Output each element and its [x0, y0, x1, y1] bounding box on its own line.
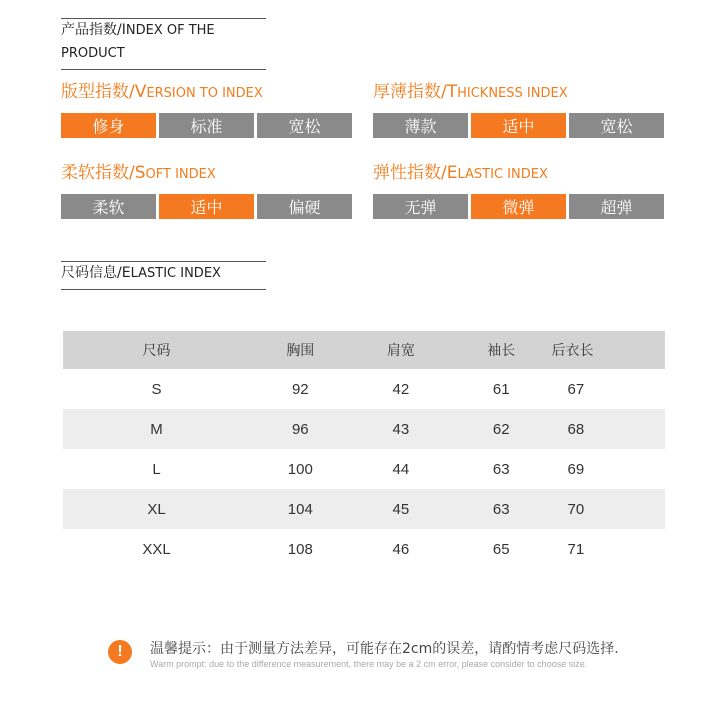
- cell-size: XL: [63, 489, 250, 529]
- version-index-title-en: ERSION TO INDEX: [146, 86, 263, 101]
- header-shoulder: 肩宽: [351, 331, 451, 369]
- elastic-index-title-cn: 弹性指数/: [373, 163, 447, 183]
- cell-size: XXL: [142, 540, 171, 558]
- cell-back-length: 71: [567, 540, 585, 558]
- cell-chest: 92: [291, 380, 309, 398]
- version-index-title-en-first: V: [134, 82, 147, 102]
- cell-back-length: 67: [567, 380, 585, 398]
- thickness-option-thin: 薄款: [373, 113, 468, 138]
- soft-index-options: [61, 194, 352, 219]
- thickness-index-title-cn: 厚薄指数/: [373, 82, 447, 102]
- thickness-option-loose: 宽松: [569, 113, 664, 138]
- warning-icon: !: [108, 640, 132, 664]
- cell-shoulder: 46: [392, 540, 410, 558]
- cell-shoulder: 42: [392, 380, 410, 398]
- cell-sleeve: 61: [492, 380, 510, 398]
- elastic-index-title: [373, 163, 548, 185]
- table-row: [63, 489, 665, 529]
- product-index-heading: [61, 18, 266, 70]
- soft-index-title: [61, 163, 216, 185]
- cell-sleeve: 63: [492, 460, 510, 478]
- thickness-index-title: [373, 82, 568, 104]
- product-index-title-en: NDEX OF THE PRODUCT: [61, 23, 215, 61]
- cell-sleeve: 65: [492, 540, 510, 558]
- version-option-standard: 标准: [159, 113, 254, 138]
- version-option-slim: 修身: [61, 113, 156, 138]
- soft-option-hard: 偏硬: [257, 194, 352, 219]
- header-chest: 胸围: [250, 331, 351, 369]
- thickness-index-options: [373, 113, 664, 138]
- cell-chest: 108: [287, 540, 313, 558]
- thickness-index-title-en: HICKNESS INDEX: [457, 86, 568, 101]
- soft-index-title-cn: 柔软指数/: [61, 163, 135, 183]
- cell-chest: 96: [250, 409, 351, 449]
- cell-sleeve: 62: [451, 409, 551, 449]
- soft-index-title-en-first: S: [134, 163, 146, 183]
- table-row: [63, 409, 665, 449]
- tip-text-en: Warm prompt: due to the difference measurement, there may be a 2 cm error, please consider to choose size.: [150, 659, 588, 669]
- elastic-option-super: 超弹: [569, 194, 664, 219]
- cell-back-length: 70: [551, 489, 665, 529]
- table-row: [63, 449, 665, 489]
- cell-sleeve: 63: [451, 489, 551, 529]
- tip-text-cn: 温馨提示：由于测量方法差异，可能存在2cm的误差，请酌情考虑尺码选择.: [150, 641, 619, 657]
- soft-option-soft: 柔软: [61, 194, 156, 219]
- cell-size: L: [152, 460, 161, 478]
- cell-shoulder: 44: [392, 460, 410, 478]
- elastic-index-title-en: LASTIC INDEX: [457, 167, 548, 182]
- cell-chest: 100: [287, 460, 313, 478]
- size-info-title-en: LASTIC INDEX: [130, 266, 221, 281]
- version-option-loose: 宽松: [257, 113, 352, 138]
- cell-back-length: 69: [567, 460, 585, 478]
- elastic-option-slight: 微弹: [471, 194, 566, 219]
- cell-back-length: 68: [551, 409, 665, 449]
- soft-index-title-en: OFT INDEX: [145, 167, 216, 182]
- elastic-index-options: [373, 194, 664, 219]
- version-index-title: [61, 82, 263, 104]
- table-row: [63, 529, 665, 569]
- cell-chest: 104: [250, 489, 351, 529]
- cell-size: S: [151, 380, 162, 398]
- header-size: 尺码: [63, 331, 250, 369]
- cell-size: M: [63, 409, 250, 449]
- thickness-index-title-en-first: T: [446, 82, 458, 102]
- soft-option-medium: 适中: [159, 194, 254, 219]
- size-table-header-row: [63, 331, 665, 369]
- thickness-option-medium: 适中: [471, 113, 566, 138]
- cell-shoulder: 45: [351, 489, 451, 529]
- product-index-title-en-first: I: [121, 22, 126, 38]
- header-sleeve: 袖长: [451, 331, 551, 369]
- size-info-heading: [61, 261, 266, 290]
- cell-shoulder: 43: [351, 409, 451, 449]
- version-index-options: [61, 113, 352, 138]
- table-row: [63, 369, 665, 409]
- elastic-index-title-en-first: E: [446, 163, 458, 183]
- size-info-title-cn: 尺码信息/: [61, 265, 122, 281]
- elastic-option-none: 无弹: [373, 194, 468, 219]
- product-index-title-cn: 产品指数/: [61, 22, 122, 38]
- size-info-title-en-first: E: [121, 265, 131, 281]
- version-index-title-cn: 版型指数/: [61, 82, 135, 102]
- header-back-length: 后衣长: [551, 331, 665, 369]
- size-table: [63, 331, 665, 569]
